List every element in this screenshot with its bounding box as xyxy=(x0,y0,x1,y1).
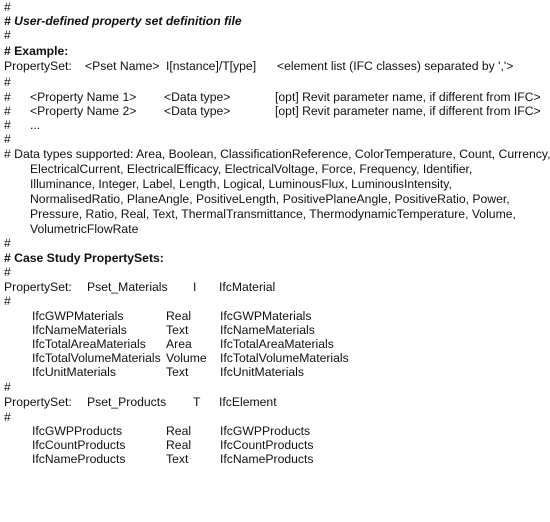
propertyset-line xyxy=(4,395,277,409)
example-propertyset-line xyxy=(4,59,514,73)
document-title: # User-defined property set definition file xyxy=(4,14,242,28)
pset-element: IfcMaterial xyxy=(219,280,276,294)
property-row xyxy=(4,323,315,337)
comment-line: # xyxy=(4,132,11,146)
property-name: IfcCountProducts xyxy=(32,438,126,452)
property-type: Text xyxy=(166,365,189,379)
comment-line: # xyxy=(4,410,11,424)
property-name: IfcNameProducts xyxy=(32,452,126,466)
property-row xyxy=(4,452,314,466)
example-heading: # Example: xyxy=(4,44,69,58)
property-type: Real xyxy=(166,309,192,323)
data-types-line: # Data types supported: Area, Boolean, ClassificationReference, ColorTemperature, Count, Currency, xyxy=(4,147,550,161)
property-row xyxy=(4,337,334,351)
data-types-line: Pressure, Ratio, Real, Text, ThermalTransmittance, ThermodynamicTemperature, Volume, xyxy=(30,207,516,221)
comment-line: # xyxy=(4,265,11,279)
property-type: Area xyxy=(166,337,192,351)
data-types-line: NormalisedRatio, PlaneAngle, PositiveLength, PositivePlaneAngle, PositiveRatio, Power, xyxy=(30,192,510,206)
property-row xyxy=(4,365,304,379)
pset-name: Pset_Materials xyxy=(87,280,168,294)
comment-hash: # xyxy=(4,104,11,118)
pset-name-placeholder: <Pset Name> xyxy=(85,59,160,73)
revit-param-placeholder: [opt] Revit parameter name, if different from IFC> xyxy=(275,90,541,104)
data-types-line: ElectricalCurrent, ElectricalEfficacy, ElectricalVoltage, Force, Frequency, Identifier, xyxy=(30,162,473,176)
propertyset-label: PropertySet: xyxy=(4,59,72,73)
property-param: IfcTotalVolumeMaterials xyxy=(220,351,349,365)
pset-type: I xyxy=(193,280,197,294)
property-name: IfcGWPProducts xyxy=(32,424,123,438)
property-type: Volume xyxy=(166,351,207,365)
propertyset-label: PropertySet: xyxy=(4,280,72,294)
data-types-line: Illuminance, Integer, Label, Length, Logical, LuminousFlux, LuminousIntensity, xyxy=(30,177,452,191)
property-param: IfcNameProducts xyxy=(220,452,314,466)
pset-type: T xyxy=(193,395,201,409)
comment-line: # xyxy=(4,294,11,308)
pset-name: Pset_Products xyxy=(87,395,167,409)
example-property-line xyxy=(4,90,541,104)
property-row xyxy=(4,438,314,452)
comment-line: # xyxy=(4,236,11,250)
property-param: IfcGWPProducts xyxy=(220,424,311,438)
pset-type-placeholder: I[nstance]/T[ype] xyxy=(166,59,257,73)
property-type: Text xyxy=(166,452,189,466)
property-type: Real xyxy=(166,438,192,452)
comment-line: # xyxy=(4,380,11,394)
property-param: IfcGWPMaterials xyxy=(220,309,312,323)
property-row xyxy=(4,351,349,365)
example-ellipsis-line xyxy=(4,118,41,132)
data-type-placeholder: <Data type> xyxy=(164,90,231,104)
property-name: IfcTotalVolumeMaterials xyxy=(32,351,161,365)
pset-element: IfcElement xyxy=(219,395,277,409)
propertyset-label: PropertySet: xyxy=(4,395,72,409)
property-type: Real xyxy=(166,424,192,438)
property-name: IfcNameMaterials xyxy=(32,323,127,337)
property-row xyxy=(4,424,311,438)
property-type: Text xyxy=(166,323,189,337)
example-property-line xyxy=(4,104,541,118)
comment-line: # xyxy=(4,28,11,42)
ellipsis: ... xyxy=(30,118,41,132)
property-name: IfcTotalAreaMaterials xyxy=(32,337,146,351)
revit-param-placeholder: [opt] Revit parameter name, if different from IFC> xyxy=(275,104,541,118)
property-row xyxy=(4,309,312,323)
property-name-placeholder: <Property Name 2> xyxy=(30,104,137,118)
comment-hash: # xyxy=(4,90,11,104)
property-param: IfcNameMaterials xyxy=(220,323,315,337)
property-name: IfcGWPMaterials xyxy=(32,309,124,323)
propertyset-line xyxy=(4,280,276,294)
property-param: IfcTotalAreaMaterials xyxy=(220,337,334,351)
data-types-line: VolumetricFlowRate xyxy=(30,222,139,236)
case-study-heading: # Case Study PropertySets: xyxy=(4,251,164,265)
comment-hash: # xyxy=(4,118,11,132)
comment-line: # xyxy=(4,0,11,14)
property-name-placeholder: <Property Name 1> xyxy=(30,90,137,104)
property-param: IfcCountProducts xyxy=(220,438,314,452)
comment-line: # xyxy=(4,75,11,89)
property-param: IfcUnitMaterials xyxy=(220,365,304,379)
property-name: IfcUnitMaterials xyxy=(32,365,116,379)
data-type-placeholder: <Data type> xyxy=(164,104,231,118)
element-list-placeholder: <element list (IFC classes) separated by ','> xyxy=(277,59,514,73)
